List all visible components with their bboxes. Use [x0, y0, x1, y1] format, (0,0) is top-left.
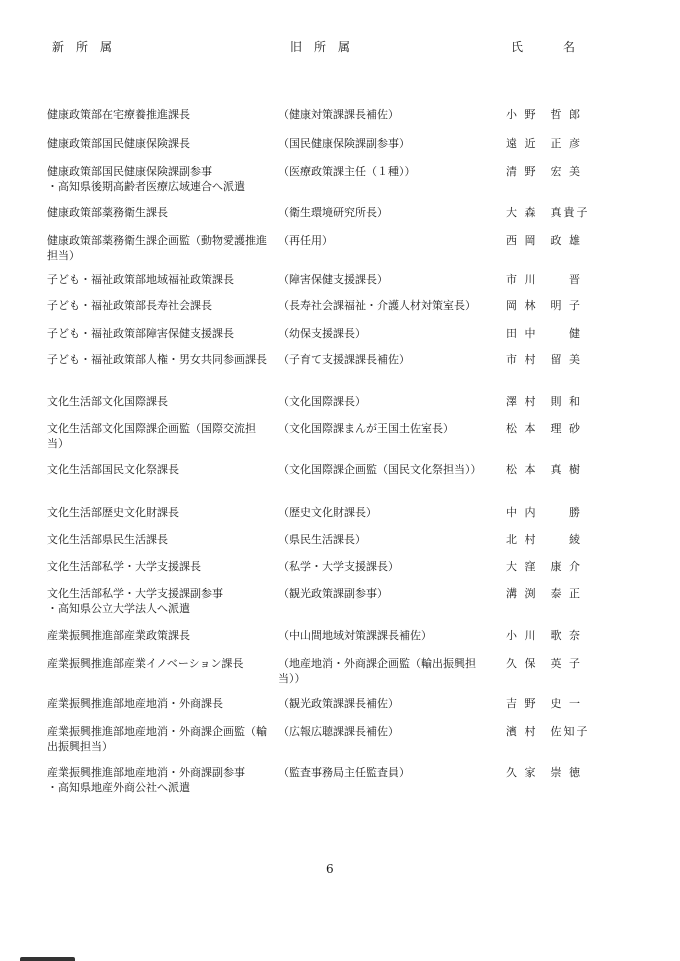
person-name: 西 岡 政 雄 — [506, 234, 582, 247]
new-position: 子ども・福祉政策部地域福祉政策課長 — [47, 273, 234, 286]
old-position: （再任用） — [278, 234, 333, 247]
new-position: 文化生活部歴史文化財課長 — [47, 506, 179, 519]
person-name: 中 内 勝 — [506, 506, 582, 519]
person-name: 北 村 綾 — [506, 533, 582, 546]
new-position: 文化生活部国民文化祭課長 — [47, 463, 179, 476]
old-position: （地産地消・外商課企画監（輸出振興担当）） — [278, 657, 476, 685]
person-name: 松 本 真 樹 — [506, 463, 582, 476]
header-name: 氏名 — [511, 40, 616, 54]
person-name: 大 窪 康 介 — [506, 560, 582, 573]
person-name: 吉 野 史 一 — [506, 697, 582, 710]
old-position: （子育て支援課課長補佐） — [278, 353, 410, 366]
new-position: 文化生活部文化国際課企画監（国際交流担当） — [47, 422, 256, 450]
old-position: （県民生活課長） — [278, 533, 366, 546]
old-position: （中山間地域対策課課長補佐） — [278, 629, 432, 642]
old-position: （医療政策課主任（１種）） — [278, 165, 416, 178]
old-position: （衛生環境研究所長） — [278, 206, 388, 219]
person-name: 小 野 哲 郎 — [506, 108, 582, 121]
page-number: 6 — [326, 862, 334, 876]
old-position: （国民健康保険課副参事） — [278, 137, 410, 150]
person-name: 市 村 留 美 — [506, 353, 582, 366]
person-name: 久 保 英 子 — [506, 657, 582, 670]
person-name: 久 家 崇 徳 — [506, 766, 582, 779]
person-name: 田 中 健 — [506, 327, 582, 340]
new-position: 子ども・福祉政策部長寿社会課長 — [47, 299, 212, 312]
new-position: 健康政策部国民健康保険課長 — [47, 137, 190, 150]
old-position: （歴史文化財課長） — [278, 506, 377, 519]
old-position: （文化国際課長） — [278, 395, 366, 408]
old-position: （広報広聴課課長補佐） — [278, 725, 399, 738]
person-name: 濱 村 佐知子 — [506, 725, 590, 738]
new-position: 産業振興推進部産業政策課長 — [47, 629, 190, 642]
new-position: 子ども・福祉政策部障害保健支援課長 — [47, 327, 234, 340]
new-position: 健康政策部薬務衛生課長 — [47, 206, 168, 219]
old-position: （長寿社会課福祉・介護人材対策室長） — [278, 299, 476, 312]
new-position: 文化生活部文化国際課長 — [47, 395, 168, 408]
new-position: 子ども・福祉政策部人権・男女共同参画課長 — [47, 353, 267, 366]
person-name: 松 本 理 砂 — [506, 422, 582, 435]
scan-edge-mark — [20, 957, 75, 961]
new-position: 産業振興推進部地産地消・外商課長 — [47, 697, 223, 710]
new-position: 文化生活部私学・大学支援課長 — [47, 560, 201, 573]
new-position: 産業振興推進部産業イノベーション課長 — [47, 657, 244, 670]
person-name: 市 川 晋 — [506, 273, 582, 286]
person-name: 岡 林 明 子 — [506, 299, 582, 312]
new-position: 産業振興推進部地産地消・外商課副参事 ・高知県地産外商公社へ派遣 — [47, 766, 245, 794]
old-position: （私学・大学支援課長） — [278, 560, 399, 573]
old-position: （健康対策課課長補佐） — [278, 108, 399, 121]
new-position: 健康政策部在宅療養推進課長 — [47, 108, 190, 121]
person-name: 遠 近 正 彦 — [506, 137, 582, 150]
new-position: 健康政策部薬務衛生課企画監（動物愛護推進担当） — [47, 234, 267, 262]
header-new-position: 新所属 — [52, 40, 125, 54]
old-position: （障害保健支援課長） — [278, 273, 388, 286]
header-old-position: 旧所属 — [290, 40, 363, 54]
old-position: （観光政策課課長補佐） — [278, 697, 399, 710]
old-position: （幼保支援課長） — [278, 327, 366, 340]
old-position: （監査事務局主任監査員） — [278, 766, 410, 779]
person-name: 澤 村 則 和 — [506, 395, 582, 408]
old-position: （文化国際課企画監（国民文化祭担当）） — [278, 463, 482, 476]
person-name: 大 森 真貴子 — [506, 206, 590, 219]
person-name: 小 川 歌 奈 — [506, 629, 582, 642]
new-position: 文化生活部県民生活課長 — [47, 533, 168, 546]
old-position: （観光政策課副参事） — [278, 587, 388, 600]
new-position: 文化生活部私学・大学支援課副参事 ・高知県公立大学法人へ派遣 — [47, 587, 223, 615]
new-position: 健康政策部国民健康保険課副参事 ・高知県後期高齢者医療広域連合へ派遣 — [47, 165, 245, 193]
new-position: 産業振興推進部地産地消・外商課企画監（輸出振興担当） — [47, 725, 267, 753]
old-position: （文化国際課まんが王国土佐室長） — [278, 422, 454, 435]
person-name: 溝 渕 泰 正 — [506, 587, 582, 600]
person-name: 清 野 宏 美 — [506, 165, 582, 178]
